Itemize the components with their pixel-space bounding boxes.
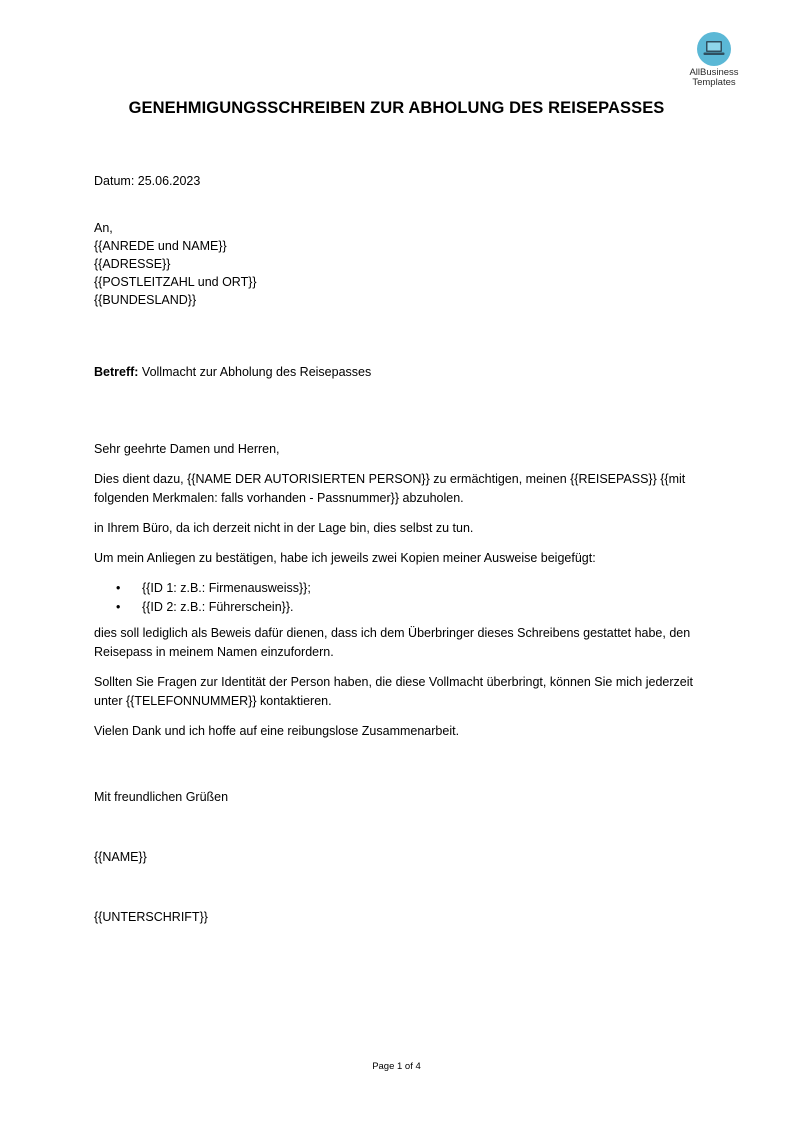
logo-line-2: Templates — [692, 77, 736, 88]
laptop-icon — [697, 32, 731, 66]
date-line — [94, 172, 200, 190]
signature-placeholder — [94, 908, 208, 926]
paragraph-2: in Ihrem Büro, da ich derzeit nicht in der Lage bin, dies selbst zu tun. — [94, 521, 474, 535]
closing-line — [94, 788, 228, 806]
recipient-address — [94, 219, 257, 309]
paragraph-1: Dies dient dazu, {{NAME DER AUTORISIERTEN PERSON}} zu ermächtigen, meinen {{REISEPASS}} {{mit folgenden Merkmalen: falls vorhanden - Passnummer}} abzuholen. — [94, 472, 686, 505]
document-title: GENEHMIGUNGSSCHREIBEN ZUR ABHOLUNG DES REISEPASSES — [128, 99, 665, 117]
date-text: Datum: 25.06.2023 — [94, 174, 201, 188]
signature-text: {{UNTERSCHRIFT}} — [94, 910, 208, 924]
page-footer: Page 1 of 4 — [372, 1061, 421, 1072]
closing-text: Mit freundlichen Grüßen — [94, 790, 229, 804]
sender-name — [94, 848, 147, 866]
paragraph-3: Um mein Anliegen zu bestätigen, habe ich jeweils zwei Kopien meiner Ausweise beigefügt: — [94, 551, 596, 565]
sender-name-text: {{NAME}} — [94, 850, 147, 864]
address-line-2: {{ADRESSE}} — [94, 257, 171, 271]
letter-body — [94, 440, 694, 752]
paragraph-5: Sollten Sie Fragen zur Identität der Person haben, die diese Vollmacht überbringt, können Sie mich jederzeit unter {{TELEFONNUMMER}} kontaktieren. — [94, 675, 693, 708]
brand-logo — [680, 32, 748, 88]
address-line-3: {{POSTLEITZAHL und ORT}} — [94, 275, 257, 289]
logo-text — [680, 68, 748, 88]
list-item-text: {{ID 1: z.B.: Firmenausweiss}}; — [142, 581, 311, 595]
address-to: An, — [94, 221, 113, 235]
bullet-icon: • — [116, 581, 121, 595]
subject-text: Vollmacht zur Abholung des Reisepasses — [138, 365, 372, 379]
subject-line — [94, 363, 371, 381]
paragraph-4: dies soll lediglich als Beweis dafür dienen, dass ich dem Überbringer dieses Schreibens gestattet habe, den Reisepass in meinem Namen einzufordern. — [94, 626, 691, 659]
bullet-icon: • — [116, 600, 121, 614]
address-line-4: {{BUNDESLAND}} — [94, 293, 197, 307]
logo-line-1: AllBusiness — [689, 67, 739, 78]
paragraph-6: Vielen Dank und ich hoffe auf eine reibungslose Zusammenarbeit. — [94, 724, 460, 738]
list-item — [94, 598, 694, 617]
id-list — [94, 579, 694, 617]
list-item — [94, 579, 694, 598]
list-item-text: {{ID 2: z.B.: Führerschein}}. — [142, 600, 294, 614]
salutation: Sehr geehrte Damen und Herren, — [94, 442, 280, 456]
address-line-1: {{ANREDE und NAME}} — [94, 239, 227, 253]
subject-label: Betreff: — [94, 365, 139, 379]
